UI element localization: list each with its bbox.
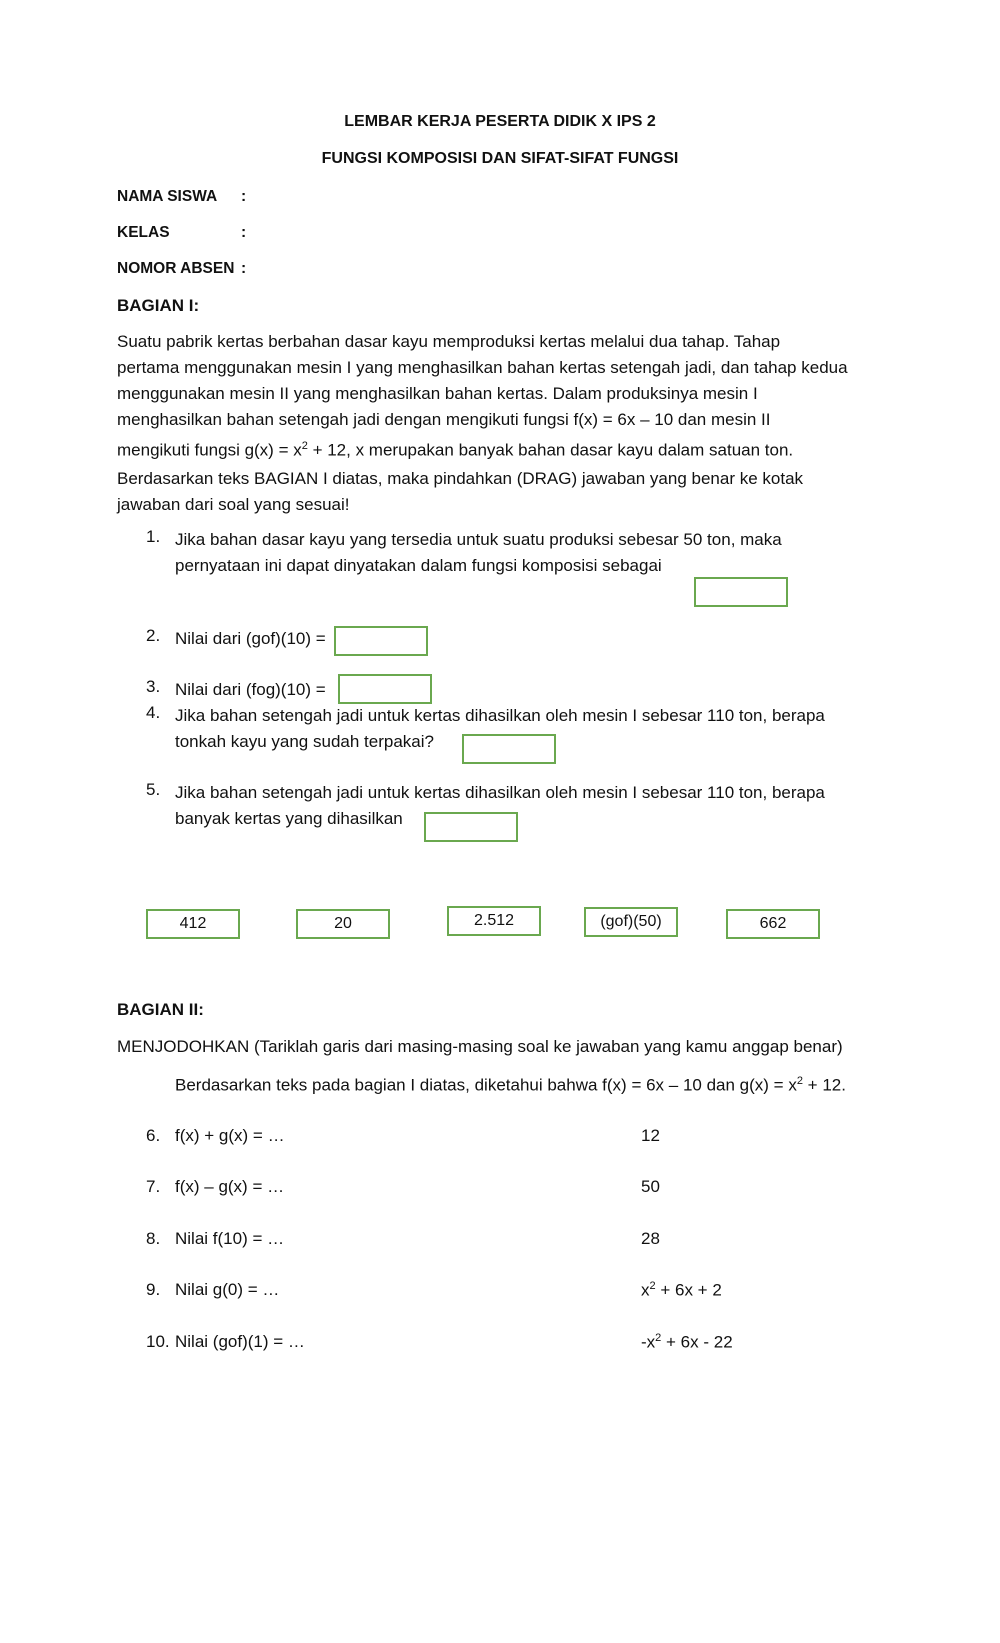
story-line: menggunakan mesin II yang menghasilkan bahan kertas. Dalam produksinya mesin I: [117, 384, 758, 403]
question-number: 4.: [146, 703, 161, 722]
superscript: 2: [796, 1075, 803, 1087]
option-412[interactable]: 412: [146, 909, 240, 939]
story-line: menghasilkan bahan setengah jadi dengan mengikuti fungsi f(x) = 6x – 10 dan mesin II: [117, 410, 771, 429]
answer-box-3[interactable]: [338, 674, 432, 704]
story-line: pertama menggunakan mesin I yang menghasilkan bahan kertas setengah jadi, dan tahap kedua: [117, 358, 848, 377]
story-line: [117, 433, 892, 464]
match-question[interactable]: f(x) + g(x) = …: [175, 1126, 285, 1145]
section2-heading: BAGIAN II:: [117, 1000, 204, 1019]
match-question[interactable]: f(x) – g(x) = …: [175, 1177, 285, 1196]
match-answer[interactable]: 12: [641, 1126, 660, 1145]
question-line: banyak kertas yang dihasilkan: [175, 809, 403, 828]
question-number: 9.: [146, 1280, 161, 1299]
match-answer[interactable]: 50: [641, 1177, 660, 1196]
story-text: + 12, x merupakan banyak bahan dasar kayu dalam satuan ton.: [307, 440, 794, 460]
question-number: 1.: [146, 527, 161, 546]
question-number: 2.: [146, 626, 161, 645]
superscript: 2: [655, 1332, 662, 1344]
name-colon: :: [241, 188, 247, 205]
question-line: Jika bahan setengah jadi untuk kertas dihasilkan oleh mesin I sebesar 110 ton, berapa: [175, 783, 825, 802]
question-line: Nilai dari (gof)(10) =: [175, 629, 326, 648]
section1-heading: BAGIAN I:: [117, 296, 200, 315]
option-20[interactable]: 20: [296, 909, 390, 939]
answer-text: + 6x - 22: [661, 1332, 733, 1352]
class-label: KELAS: [117, 224, 170, 241]
given-functions: [175, 1075, 846, 1096]
page-title: LEMBAR KERJA PESERTA DIDIK X IPS 2: [344, 113, 656, 130]
answer-box-4[interactable]: [462, 734, 556, 764]
question-number: 10.: [146, 1332, 170, 1351]
match-answer[interactable]: 28: [641, 1229, 660, 1248]
question-line: pernyataan ini dapat dinyatakan dalam fungsi komposisi sebagai: [175, 556, 662, 575]
question-number: 3.: [146, 677, 161, 696]
answer-box-1[interactable]: [694, 577, 788, 607]
question-number: 5.: [146, 780, 161, 799]
answer-box-5[interactable]: [424, 812, 518, 842]
match-answer[interactable]: [641, 1280, 722, 1301]
answer-text: x: [641, 1280, 650, 1300]
question-number: 6.: [146, 1126, 161, 1145]
name-label: NAMA SISWA: [117, 188, 218, 205]
page-subtitle: FUNGSI KOMPOSISI DAN SIFAT-SIFAT FUNGSI: [321, 150, 679, 167]
instruction-line: Berdasarkan teks BAGIAN I diatas, maka pindahkan (DRAG) jawaban yang benar ke kotak: [117, 469, 804, 488]
absen-colon: :: [241, 260, 247, 277]
question-number: 8.: [146, 1229, 161, 1248]
match-question[interactable]: Nilai (gof)(1) = …: [175, 1332, 305, 1351]
question-text: [175, 527, 875, 579]
question-line: Jika bahan dasar kayu yang tersedia untuk suatu produksi sebesar 50 ton, maka: [175, 530, 782, 549]
story-line: Suatu pabrik kertas berbahan dasar kayu memproduksi kertas melalui dua tahap. Tahap: [117, 332, 781, 351]
class-colon: :: [241, 224, 247, 241]
story-text: mengikuti fungsi g(x) = x: [117, 440, 302, 460]
answer-text: + 6x + 2: [655, 1280, 722, 1300]
option-gof-50[interactable]: (gof)(50): [584, 907, 678, 937]
match-question[interactable]: Nilai f(10) = …: [175, 1229, 285, 1248]
option-662[interactable]: 662: [726, 909, 820, 939]
match-question[interactable]: Nilai g(0) = …: [175, 1280, 280, 1299]
question-number: 7.: [146, 1177, 161, 1196]
absen-label: NOMOR ABSEN: [117, 260, 235, 277]
superscript: 2: [649, 1280, 656, 1292]
answer-box-2[interactable]: [334, 626, 428, 656]
section2-instruction: MENJODOHKAN (Tariklah garis dari masing-masing soal ke jawaban yang kamu anggap benar): [117, 1037, 843, 1056]
instruction-line: jawaban dari soal yang sesuai!: [117, 495, 350, 514]
instruction-paragraph: [117, 466, 892, 518]
given-text: + 12.: [802, 1075, 846, 1095]
question-line: Nilai dari (fog)(10) =: [175, 680, 326, 699]
match-answer[interactable]: [641, 1332, 733, 1353]
question-text: [175, 780, 895, 832]
given-text: Berdasarkan teks pada bagian I diatas, diketahui bahwa f(x) = 6x – 10 dan g(x) = x: [175, 1075, 797, 1095]
question-line: tonkah kayu yang sudah terpakai?: [175, 732, 434, 751]
story-paragraph: [117, 329, 892, 464]
option-2512[interactable]: 2.512: [447, 906, 541, 936]
superscript: 2: [301, 440, 308, 452]
question-line: Jika bahan setengah jadi untuk kertas dihasilkan oleh mesin I sebesar 110 ton, berapa: [175, 706, 825, 725]
answer-text: -x: [641, 1332, 656, 1352]
